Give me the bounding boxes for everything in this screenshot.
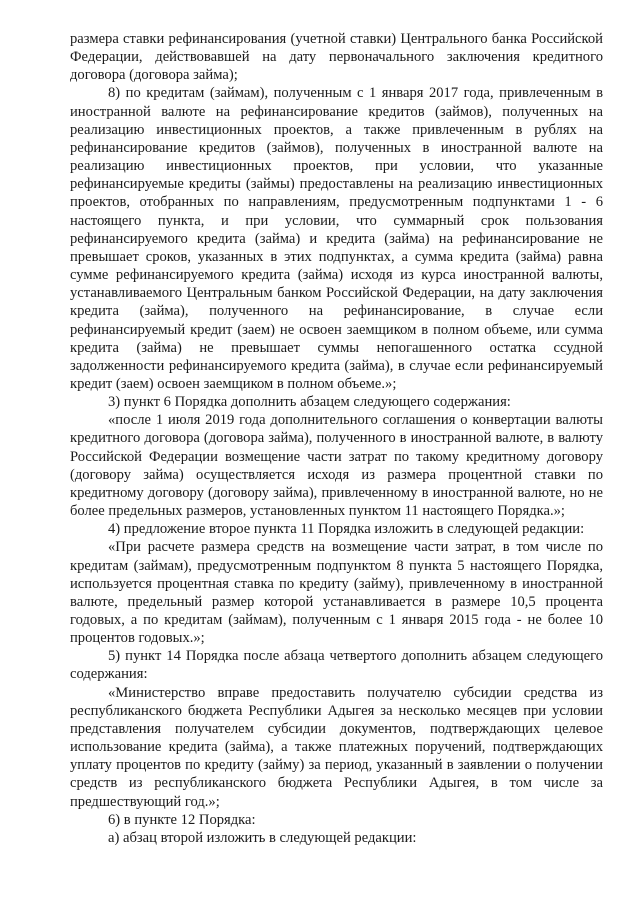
paragraph-item-4-quote: «При расчете размера средств на возмещение части затрат, в том числе по кредитам (займам), предусмотренным подпунктом 8 пункта 5 настоящего Порядка, используется процентная ставка по кредиту (займу), привлеченному в иностранной валюте, предельный размер которой устанавливается в размере 10,5 процента годовых, а по кредитам (займам), полученным с 1 января 2015 года - не более 10 процентов годовых.»; (70, 539, 603, 647)
paragraph-subitem-8: 8) по кредитам (займам), полученным с 1 января 2017 года, привлеченным в иностранной валюте на рефинансирование кредитов (займов), полученных на реализацию инвестиционных проектов, а также привлеченным в рублях на рефинансирование кредитов (займов), полученных в иностранной валюте на реализацию инвестиционных проектов, при условии, что указанные рефинансируемые кредиты (займы) предоставлены на реализацию инвестиционных проектов, отобранных по направлениям, предусмотренным подпунктами 1 - 6 настоящего пункта, и при условии, что суммарный срок пользования рефинансируемого кредита (займа) и кредита (займа) на рефинансирование не превышает сроков, указанных в этих подпунктах, а сумма кредита (займа) равна сумме рефинансируемого кредита (займа) исходя из курса иностранной валюты, устанавливаемого Центральным банком Российской Федерации, на дату заключения кредита (займа), полученного на рефинансирование, в случае если рефинансируемый кредит (заем) не освоен заемщиком в полном объеме, или сумма кредита (займа) не превышает суммы непогашенного остатка ссудной задолженности рефинансируемого кредита (займа), в случае если рефинансируемый кредит (заем) освоен заемщиком в полном объеме.»; (70, 85, 603, 392)
paragraph-item-3: 3) пункт 6 Порядка дополнить абзацем следующего содержания: (108, 394, 511, 411)
paragraph-item-3-quote: «после 1 июля 2019 года дополнительного соглашения о конвертации валюты кредитного договора (договора займа), полученного в иностранной валюте, в валюту Российской Федерации возмещение части затрат по такому кредитному договору (договору займа) осуществляется исходя из размера процентной ставки по кредитному договору (договору займа), привлеченному в иностранной валюте, но не более предельных размеров, установленных пунктом 11 настоящего Порядка.»; (70, 412, 603, 520)
paragraph-item-4: 4) предложение второе пункта 11 Порядка изложить в следующей редакции: (108, 521, 585, 538)
paragraph-item-5-quote: «Министерство вправе предоставить получателю субсидии средства из республиканского бюджета Республики Адыгея за несколько месяцев при условии представления получателем субсидии документов, подтверждающих целевое использование кредита (займа), а также платежных поручений, подтверждающих уплату процентов по кредиту (займу) за период, указанный в заявлении о получении средств из республиканского бюджета Республики Адыгея, в том числе за предшествующий год.»; (70, 684, 603, 810)
paragraph-item-6: 6) в пункте 12 Порядка: (108, 811, 256, 828)
paragraph-item-5: 5) пункт 14 Порядка после абзаца четвертого дополнить абзацем следующего содержания: (70, 648, 603, 683)
document-body (70, 30, 603, 847)
paragraph-continuation: размера ставки рефинансирования (учетной ставки) Центрального банка Российской Федерации, действовавшей на дату первоначального заключения кредитного договора (договора займа); (70, 31, 603, 84)
paragraph-item-6a: а) абзац второй изложить в следующей редакции: (108, 829, 417, 846)
